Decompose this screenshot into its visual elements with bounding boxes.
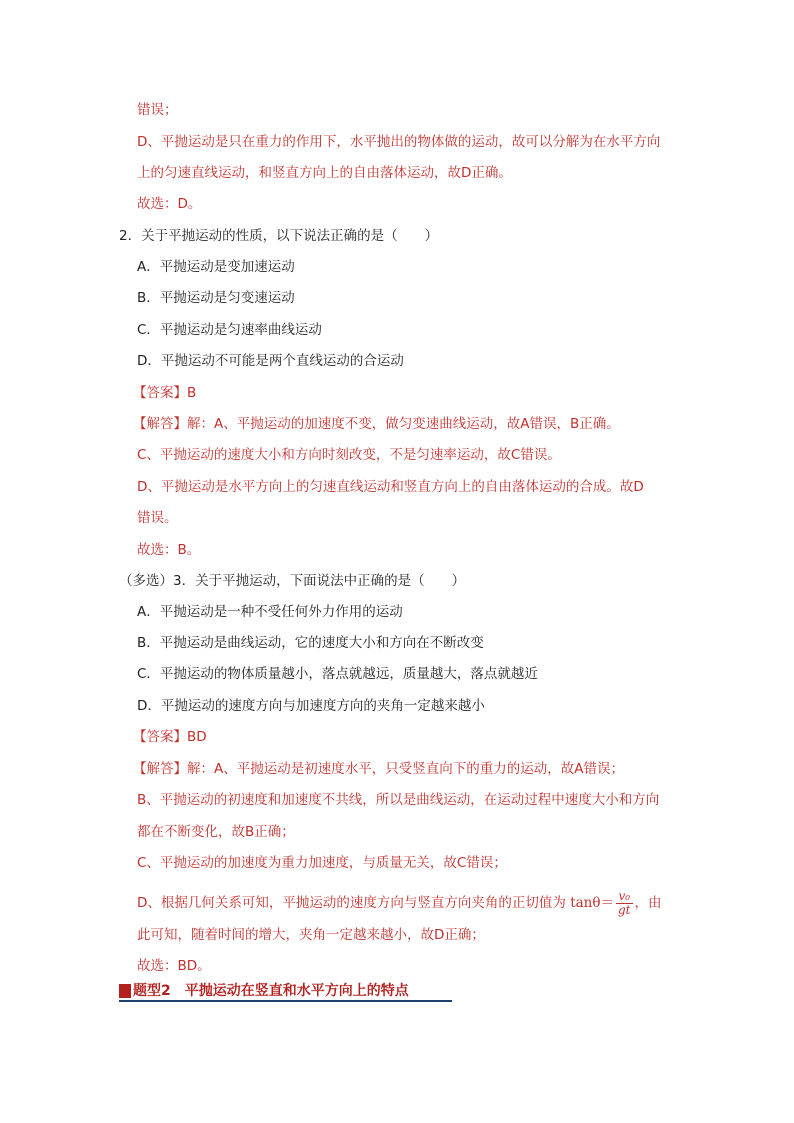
- q3-analysis-line-6: 此可知，随着时间的增大，夹角一定越来越小，故D正确；: [137, 927, 485, 943]
- prev-select: 故选：D。: [137, 196, 202, 212]
- q3-option-d: D．平抛运动的速度方向与加速度方向的夹角一定越来越小: [137, 698, 485, 714]
- q2-answer: 【答案】B: [133, 385, 197, 401]
- section-marker-icon: [119, 984, 131, 998]
- formula-lhs: tanθ＝: [570, 895, 614, 911]
- q2-analysis-line-2: C、平抛运动的速度大小和方向时刻改变，不是匀速率运动，故C错误。: [137, 447, 561, 463]
- prev-analysis-line-3: 上的匀速直线运动，和竖直方向上的自由落体运动，故D正确。: [137, 165, 512, 181]
- formula-fraction: [616, 890, 633, 917]
- q3-select: 故选：BD。: [137, 958, 211, 974]
- tangent-formula: [570, 889, 634, 917]
- q2-option-d: D．平抛运动不可能是两个直线运动的合运动: [137, 353, 404, 369]
- q3-answer: 【答案】BD: [133, 729, 207, 745]
- q2-option-a: A．平抛运动是变加速运动: [137, 259, 295, 275]
- q2-analysis-line-4: 错误。: [137, 510, 178, 526]
- q2-stem: 2．关于平抛运动的性质，以下说法正确的是（ ）: [119, 228, 439, 244]
- prev-analysis-line-2: D、平抛运动是只在重力的作用下，水平抛出的物体做的运动，故可以分解为在水平方向: [137, 134, 661, 150]
- formula-denominator: gt: [618, 903, 631, 917]
- section-underline: [119, 1000, 452, 1002]
- q3-analysis-d-text: D、根据几何关系可知，平抛运动的速度方向与竖直方向夹角的正切值为: [137, 895, 566, 911]
- q3-analysis-line-3: 都在不断变化，故B正确；: [137, 824, 295, 840]
- section-title: 题型2 平抛运动在竖直和水平方向上的特点: [133, 983, 409, 999]
- q2-select: 故选：B。: [137, 542, 201, 558]
- q3-stem: （多选）3．关于平抛运动，下面说法中正确的是（ ）: [119, 573, 466, 589]
- q3-analysis-d-tail: ，由: [634, 895, 662, 911]
- q3-analysis-line-5: [137, 889, 662, 917]
- q2-analysis-line-1: 【解答】解：A、平抛运动的加速度不变，做匀变速曲线运动，故A错误，B正确。: [133, 416, 620, 432]
- q3-option-a: A．平抛运动是一种不受任何外力作用的运动: [137, 604, 403, 620]
- q2-analysis-line-3: D、平抛运动是水平方向上的匀速直线运动和竖直方向上的自由落体运动的合成。故D: [137, 479, 644, 495]
- q3-analysis-line-4: C、平抛运动的加速度为重力加速度，与质量无关，故C错误；: [137, 855, 507, 871]
- section-heading: [119, 980, 452, 1002]
- q3-option-b: B．平抛运动是曲线运动，它的速度大小和方向在不断改变: [137, 635, 484, 651]
- prev-analysis-line-1: 错误；: [137, 102, 178, 118]
- q2-option-c: C．平抛运动是匀速率曲线运动: [137, 322, 322, 338]
- q3-analysis-line-2: B、平抛运动的初速度和加速度不共线，所以是曲线运动，在运动过程中速度大小和方向: [137, 792, 660, 808]
- q2-option-b: B．平抛运动是匀变速运动: [137, 290, 295, 306]
- q3-option-c: C．平抛运动的物体质量越小，落点就越远，质量越大，落点就越近: [137, 666, 538, 682]
- q3-analysis-line-1: 【解答】解：A、平抛运动是初速度水平，只受竖直向下的重力的运动，故A错误；: [133, 761, 624, 777]
- formula-numerator: v₀: [616, 890, 633, 904]
